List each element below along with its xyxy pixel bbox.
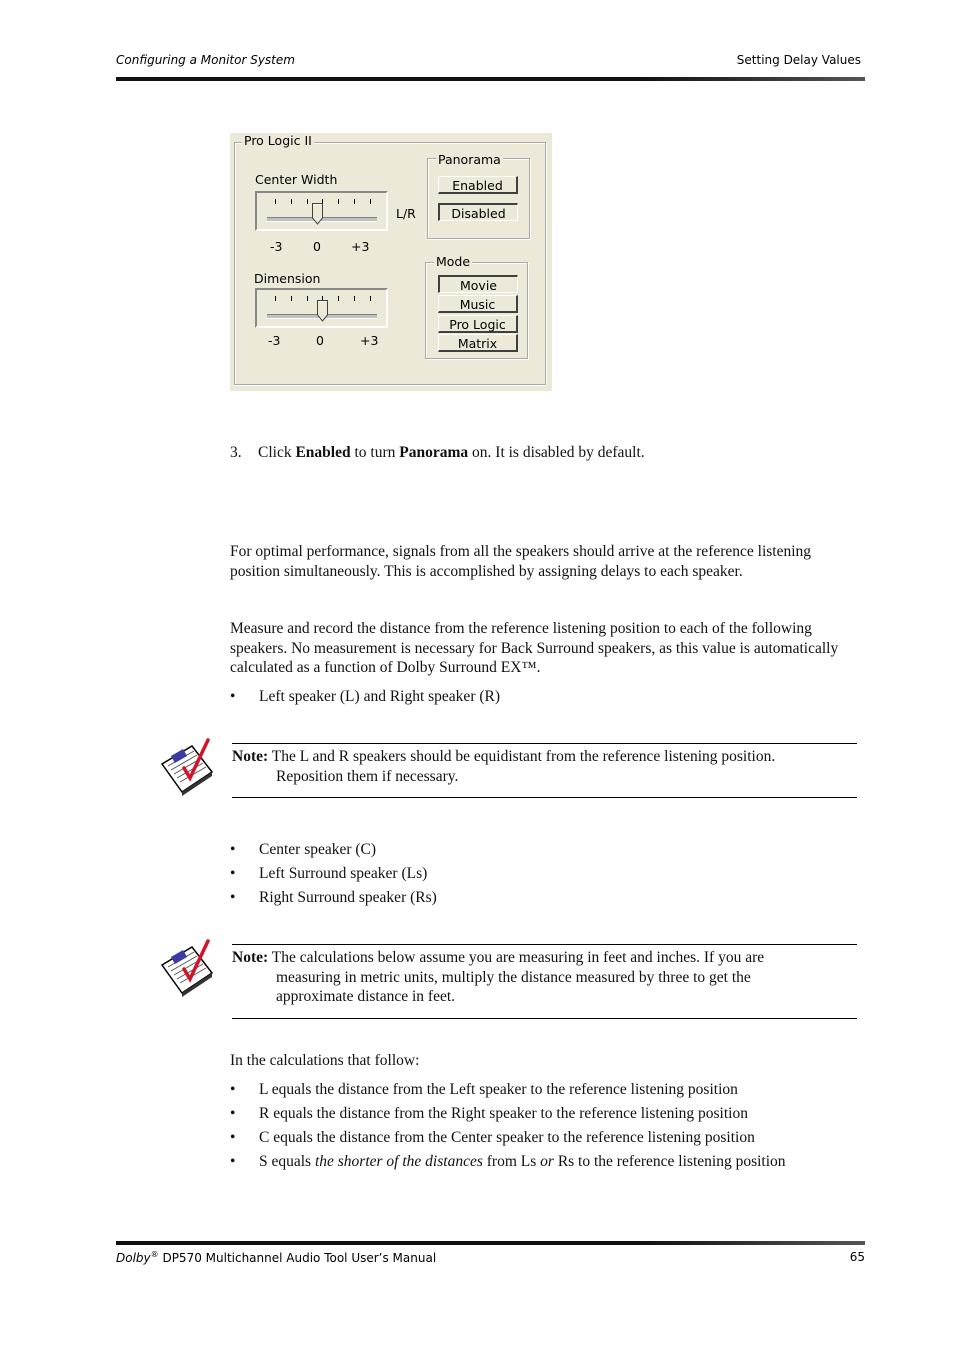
list-item-text: from Ls [482, 1153, 541, 1170]
slider-thumb[interactable] [317, 300, 328, 322]
note-2-line-2: measuring in metric units, multiply the distance measured by three to get the [276, 968, 751, 986]
bullet: • [230, 1081, 236, 1098]
tick [307, 296, 308, 301]
tick [338, 296, 339, 301]
paragraph-measure: Measure and record the distance from the reference listening position to each of the following speakers. No measurement is necessary for Back Surround speakers, as this value is automatically calculated as a function of Dolby Surround EX™. [230, 620, 839, 676]
note-label: Note: [232, 748, 269, 765]
center-width-mid: 0 [313, 239, 321, 254]
dimension-mid: 0 [316, 333, 324, 348]
step-bold-panorama: Panorama [399, 444, 469, 461]
dimension-label: Dimension [254, 271, 321, 286]
panorama-enabled-button[interactable]: Enabled [438, 176, 518, 194]
note-1-text: The L and R speakers should be equidistant from the reference listening position. [268, 748, 776, 765]
mode-pro-logic-button[interactable]: Pro Logic [438, 315, 518, 333]
footer-rule [116, 1241, 865, 1245]
pro-logic-ii-panel [230, 133, 552, 391]
note-1 [232, 747, 857, 786]
pro-logic-title: Pro Logic II [244, 133, 312, 148]
mode-matrix-button[interactable]: Matrix [438, 334, 518, 352]
footer-brand: Dolby [116, 1251, 151, 1265]
slider-thumb[interactable] [312, 203, 323, 225]
list-item [230, 1080, 738, 1100]
bullet: • [230, 1153, 236, 1170]
bullet: • [230, 1105, 236, 1122]
list-item-text: Left speaker (L) and Right speaker (R) [259, 688, 501, 705]
tick [307, 199, 308, 204]
list-item [230, 687, 500, 707]
panorama-disabled-button[interactable]: Disabled [438, 203, 518, 221]
list-item [230, 888, 437, 908]
list-item-text: R equals the distance from the Right speaker to the reference listening position [259, 1105, 748, 1122]
step-bold-enabled: Enabled [295, 444, 351, 461]
dimension-min: -3 [268, 333, 281, 348]
step-text: on. It is disabled by default. [468, 444, 645, 461]
note-2 [232, 948, 857, 1007]
list-item [230, 1152, 786, 1172]
tick [291, 199, 292, 204]
footer-manual-title: DP570 Multichannel Audio Tool User’s Manual [158, 1251, 437, 1265]
list-item-text: Left Surround speaker (Ls) [259, 865, 428, 882]
list-item [230, 1104, 748, 1124]
tick [275, 199, 276, 204]
step-3 [230, 443, 860, 463]
running-header-left: Configuring a Monitor System [116, 53, 295, 67]
list-item-italic: or [540, 1153, 554, 1170]
bullet: • [230, 1129, 236, 1146]
bullet: • [230, 688, 236, 705]
panorama-title: Panorama [438, 152, 501, 167]
dimension-max: +3 [360, 333, 379, 348]
list-item-text: Rs to the reference listening position [553, 1153, 786, 1170]
list-item [230, 1128, 755, 1148]
center-width-slider[interactable] [255, 191, 388, 231]
list-item-text: Center speaker (C) [259, 841, 377, 858]
tick [291, 296, 292, 301]
center-width-max: +3 [351, 239, 370, 254]
page-number: 65 [849, 1250, 865, 1264]
bullet: • [230, 889, 236, 906]
list-item [230, 864, 427, 884]
step-text: to turn [350, 444, 400, 461]
note-1-line-2: Reposition them if necessary. [276, 767, 459, 785]
mode-music-button[interactable]: Music [438, 295, 518, 313]
tick [354, 296, 355, 301]
list-item-text: Right Surround speaker (Rs) [259, 889, 437, 906]
tick [275, 296, 276, 301]
center-width-min: -3 [270, 239, 283, 254]
tick [338, 199, 339, 204]
footer-registered-mark: ® [150, 1250, 159, 1259]
step-number: 3. [230, 444, 242, 461]
header-rule [116, 77, 865, 81]
bullet: • [230, 865, 236, 882]
calculations-intro: In the calculations that follow: [230, 1052, 420, 1069]
tick [354, 199, 355, 204]
list-item-text: S equals [259, 1153, 315, 1170]
note-1-bottom-rule [232, 797, 857, 798]
footer-title [116, 1250, 436, 1265]
running-header-right: Setting Delay Values [736, 53, 861, 67]
note-2-text: The calculations below assume you are measuring in feet and inches. If you are [268, 949, 765, 966]
lr-label: L/R [396, 206, 416, 221]
list-item-italic: the shorter of the distances [314, 1153, 483, 1170]
bullet: • [230, 841, 236, 858]
note-2-line-1 [232, 948, 857, 968]
tick [370, 296, 371, 301]
note-2-top-rule [232, 944, 857, 945]
list-item [230, 840, 376, 860]
list-item-text: C equals the distance from the Center speaker to the reference listening position [259, 1129, 755, 1146]
note-2-line-3: approximate distance in feet. [276, 988, 456, 1005]
note-label: Note: [232, 949, 269, 966]
step-text: Click [258, 444, 296, 461]
list-item-text: L equals the distance from the Left speaker to the reference listening position [259, 1081, 738, 1098]
note-2-bottom-rule [232, 1018, 857, 1019]
note-1-top-rule [232, 743, 857, 744]
paragraph-optimal-performance: For optimal performance, signals from all the speakers should arrive at the reference listening position simultaneously. This is accomplished by assigning delays to each speaker. [230, 543, 812, 580]
dimension-slider[interactable] [255, 288, 388, 328]
center-width-label: Center Width [255, 172, 338, 187]
mode-title: Mode [436, 254, 471, 269]
mode-movie-button[interactable]: Movie [438, 275, 518, 293]
note-1-line-1 [232, 747, 857, 767]
notepad-checkmark-icon [158, 738, 214, 796]
panorama-group [427, 158, 530, 239]
tick [370, 199, 371, 204]
notepad-checkmark-icon [158, 939, 214, 997]
